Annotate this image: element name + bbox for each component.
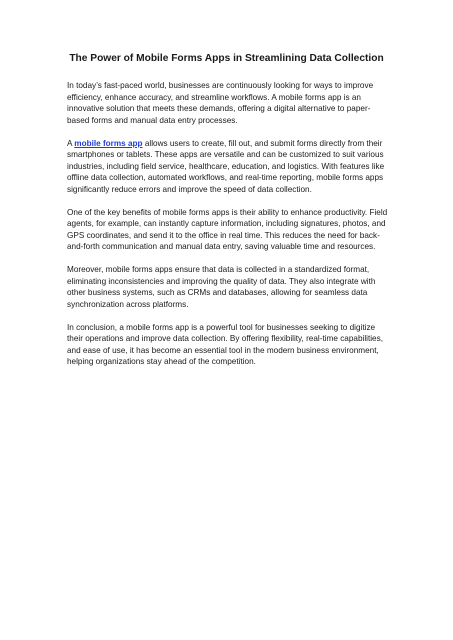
document-body [67,80,392,379]
paragraph-rest: allows users to create, fill out, and submit forms directly from their smartphones or tablets. These apps are versatile and can be customized to suit various industries, including field service, healthcare, education, and logistics. With features like offline data collection, automated workflows, and real-time reporting, mobile forms apps significantly reduce errors and improve the speed of data collection. [67,138,385,194]
paragraph-intro: In today’s fast-paced world, businesses are continuously looking for ways to improve efficiency, enhance accuracy, and streamline workflows. A mobile forms app is an innovative solution that meets these demands, offering a digital alternative to paper-based forms and manual data entry processes. [67,81,374,125]
paragraph-productivity: One of the key benefits of mobile forms apps is their ability to enhance productivity. Field agents, for example, can instantly capture information, including signatures, photos, and GPS coordinates, and send it to the office in real time. This reduces the need for back-and-forth communication and manual data entry, saving valuable time and resources. [67,207,388,251]
paragraph-mobile-forms-app [67,138,392,196]
paragraph-prefix: A [67,138,75,148]
paragraph-conclusion: In conclusion, a mobile forms app is a powerful tool for businesses seeking to digitize their operations and improve data collection. By offering flexibility, real-time capabilities, and ease of use, it has become an essential tool in the modern business environment, helping organizations stay ahead of the competition. [67,322,383,366]
document-title: The Power of Mobile Forms Apps in Streamlining Data Collection [69,53,384,64]
mobile-forms-app-link[interactable]: mobile forms app [74,138,143,148]
paragraph-standardization: Moreover, mobile forms apps ensure that data is collected in a standardized format, eliminating inconsistencies and improving the quality of data. They also integrate with other business systems, such as CRMs and databases, allowing for seamless data synchronization across platforms. [67,265,376,309]
